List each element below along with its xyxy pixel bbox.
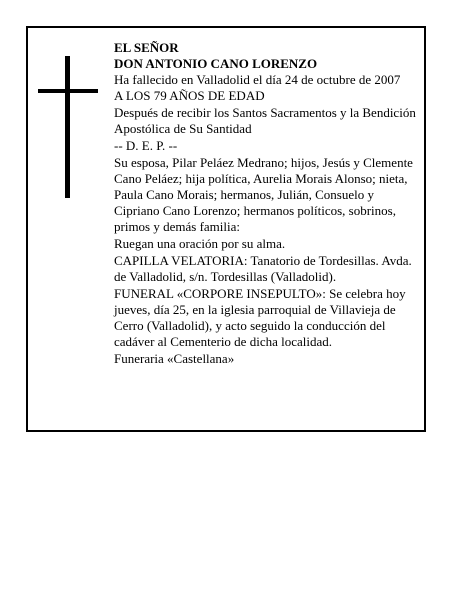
cross-horizontal-bar — [38, 89, 98, 93]
notice-title: EL SEÑOR — [114, 40, 179, 55]
deceased-name: DON ANTONIO CANO LORENZO — [114, 56, 318, 71]
age-line: A LOS 79 AÑOS DE EDAD — [114, 88, 265, 103]
cross-vertical-bar — [65, 56, 70, 198]
funeral-info: FUNERAL «CORPORE INSEPULTO»: Se celebra hoy jueves, día 25, en la iglesia parroquial de Villavieja de Cerro (Valladolid), y acto seguido la conducción del cadáver al Cementerio de dicha localidad. — [114, 286, 406, 349]
sacraments-line: Después de recibir los Santos Sacramentos y la Bendición Apostólica de Su Santidad — [114, 105, 416, 136]
obituary-notice — [26, 26, 426, 432]
rip-line: -- D. E. P. -- — [114, 138, 178, 153]
prayer-line: Ruegan una oración por su alma. — [114, 236, 286, 251]
notice-body — [114, 40, 420, 368]
cross-icon — [38, 56, 98, 198]
funeral-home: Funeraria «Castellana» — [114, 351, 235, 366]
death-info: Ha fallecido en Valladolid el día 24 de octubre de 2007 — [114, 72, 401, 87]
family-list: Su esposa, Pilar Peláez Medrano; hijos, Jesús y Clemente Cano Peláez; hija política, Aurelia Morais Alonso; nieta, Paula Cano Morais; hermanos, Julián, Consuelo y Cipriano Cano Lorenzo; hermanos políticos, sobrinos, primos y demás familia: — [114, 155, 413, 234]
chapel-info: CAPILLA VELATORIA: Tanatorio de Tordesillas. Avda. de Valladolid, s/n. Tordesillas (Valladolid). — [114, 253, 412, 284]
